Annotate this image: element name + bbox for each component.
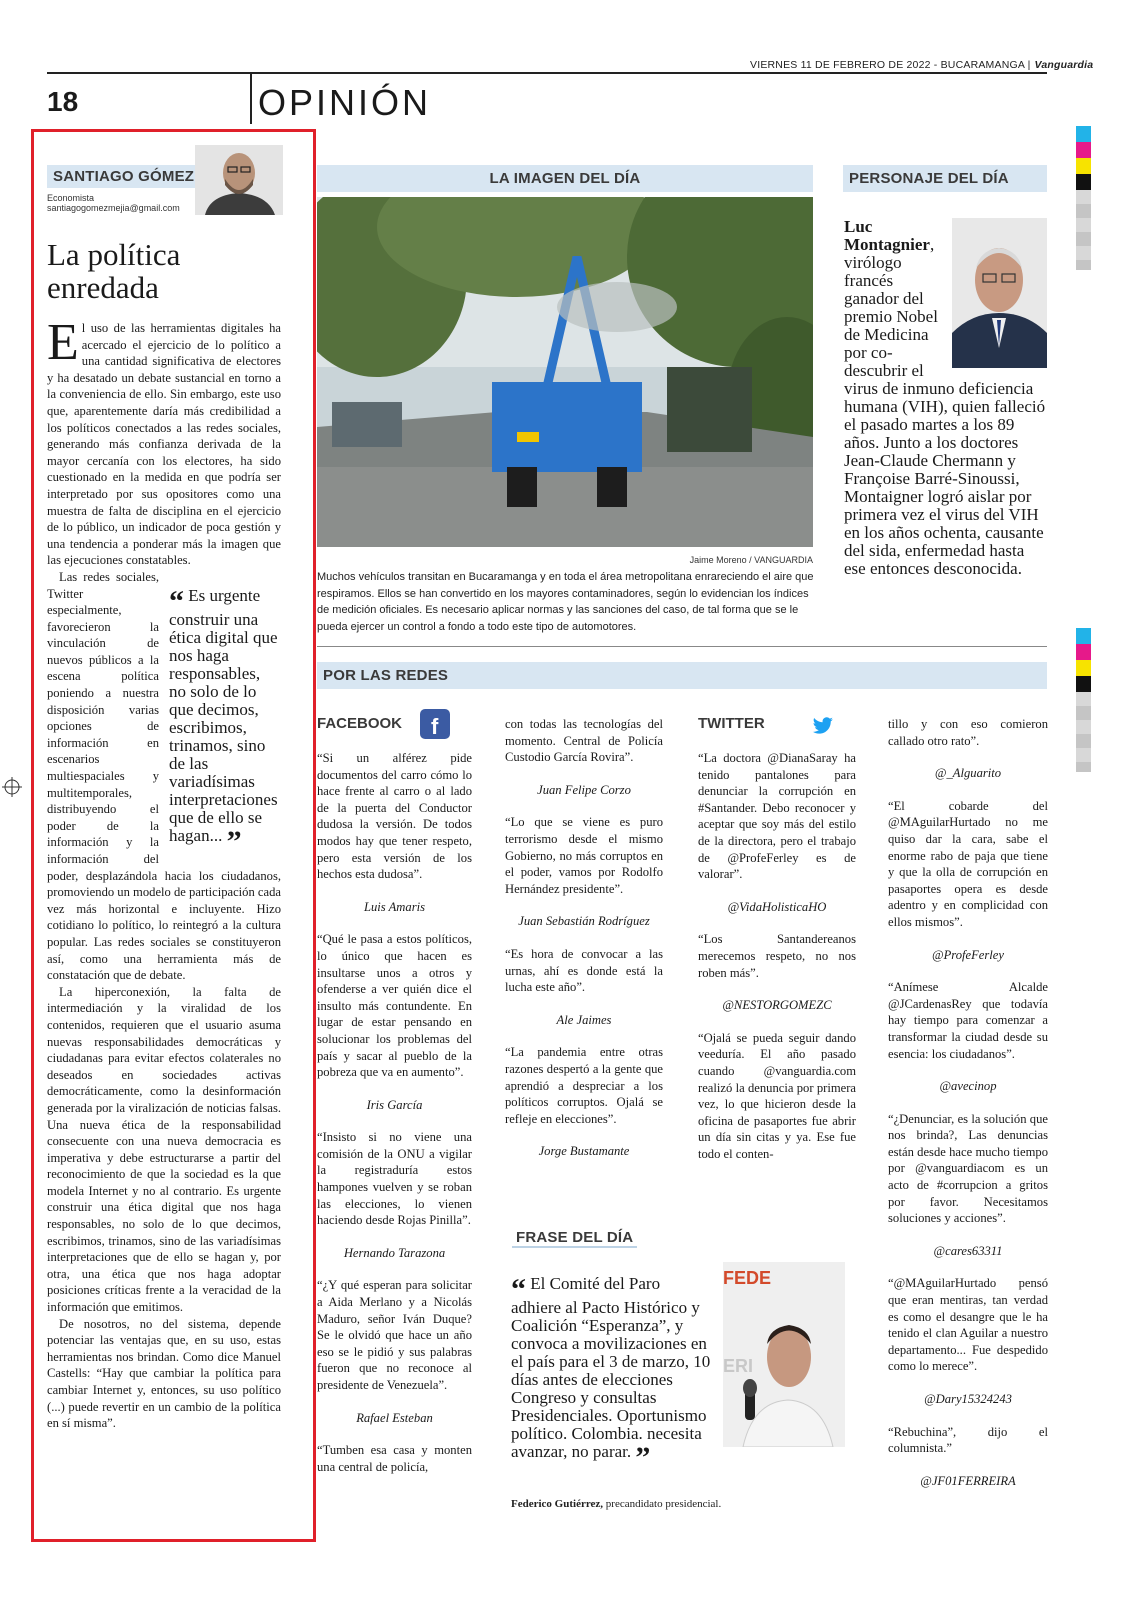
column-paragraph: La hiperconexión, la falta de intermediación y la viralidad de los contenidos, requieren que el usuario asuma nuevas responsabilidades democráticas y ciudadanas para evitar efectos colaterales no deseados en sociedades activas democráticamente, como la desinformación generada por la viralización de noticias falsas. Una nueva ética de la responsabilidad consecuente con una nueva democracia es imperativa y debe estructurarse a partir del reconocimiento de que la sociedad es la que modela Internet y no al contrario. Es urgente construir una ética digital que nos haga responsables, no solo de lo que decimos, escribimos, trinamos, sino de las variadísimas interpretaciones que de ello se hagan y, por otra, una ética que nos haga adoptar posiciones críticas frente a la veracidad de la información que emitimos.: [47, 984, 281, 1315]
social-comment: “Si un alférez pide documentos del carro cómo lo hace frente al carro o al lado de la puerta del Conductor dudosa la versión. De todos modos hay que tener respeto, pero esta versión de los hechos esta dudosa”.: [317, 751, 472, 882]
character-description: , virólogo francés ganador del premio Nobel de Medicina por co-descubrir el virus de inmuno deficiencia humana (VIH), quien falleció el pasado martes a los 89 años. Junto a los doctores Jean-Claude Chermann y Françoise Barré-Sinoussi, Montaigner logró aislar por primera vez el virus del VIH en los años ochenta, causante del sida, enfermedad hasta ese entonces desconocida.: [844, 235, 1046, 578]
author-photo: [195, 145, 283, 215]
social-author: Jorge Bustamante: [538, 1144, 630, 1159]
social-author: Luis Amaris: [363, 899, 425, 914]
section-divider: [250, 74, 252, 124]
social-column-4: [888, 716, 1048, 1505]
social-comment: “¿Y qué esperan para solicitar a Aida Merlano y a Nicolás Maduro, señor Iván Duque? Se le olvidó que hace un año eso se le pidió y sus palabras fueron que no reconoce al presidente de Venezuela”.: [317, 1278, 472, 1392]
social-author: Juan Felipe Corzo: [537, 782, 631, 797]
social-author: @ProfeFerley: [932, 947, 1004, 962]
quote-author-role: precandidato presidencial.: [603, 1498, 722, 1510]
svg-text:ERI: ERI: [723, 1356, 754, 1376]
column-paragraph: Las redes sociales, Twitter especialmente, favorecieron la vinculación de nuevos públicos a la escena política poniendo a nuestra disposición varias opciones de información en escenarios multiespaciales y multitemporales, distribuyendo el poder de la información y la información del poder, desplazándola hacia los ciudadanos, promoviendo un modelo de participación cada vez más horizontal e incluyente. Hizo cotidiano lo político, lo reintegró a la cultura popular. Las redes sociales se constituyeron así, como una herramienta más de constatación que de debate.: [47, 569, 281, 983]
grey-scale-bar: [1076, 190, 1091, 270]
character-of-day-tag: PERSONAJE DEL DÍA: [843, 165, 1047, 192]
character-text: [844, 218, 1047, 578]
author-email: santiagogomezmejia@gmail.com: [47, 203, 180, 213]
social-comment: “Qué le pasa a estos políticos, lo único que hacen es insultarse unos a otros y ofenderse a ver quién dice el insulto más contundente. En lugar de estar pensando en solucionar los problemas del país y sacar al pueblo de la pobreza que va en aumento”.: [317, 932, 472, 1080]
social-comment: “Lo que se viene es puro terrorismo desde el mismo Gobierno, no más corruptos en el poder, vamos por Rodolfo Hernández presidente”.: [505, 815, 663, 896]
twitter-icon: [812, 717, 834, 735]
social-comment: “Los Santandereanos merecemos respeto, no nos roben más”.: [698, 932, 856, 980]
section-rule: [317, 646, 1047, 647]
quote-open-icon: “: [169, 584, 184, 618]
registration-target-icon: [2, 777, 22, 797]
column-headline: [47, 238, 180, 304]
social-column-2: [505, 716, 663, 1176]
character-photo: [952, 218, 1047, 368]
quote-author: [511, 1498, 721, 1510]
social-author: Iris García: [366, 1097, 423, 1112]
photo-credit: Jaime Moreno / VANGUARDIA: [689, 555, 813, 565]
facebook-icon: [420, 709, 450, 739]
column-body: [47, 314, 281, 1520]
color-registration-mark: [1076, 628, 1091, 692]
color-registration-mark: [1076, 126, 1091, 190]
social-author: @cares63311: [933, 1243, 1003, 1258]
social-comment: “Anímese Alcalde @JCardenasRey que todavía hay tiempo para comenzar a transformar la ciudad desde su esencia: los ciudadanos”.: [888, 980, 1048, 1061]
social-comment: “@MAguilarHurtado pensó que eran mentiras, tan verdad es como el desangre que le ha tenido el clan Aguilar a nuestro departamento... Fue despedido como lo merece”.: [888, 1276, 1048, 1374]
social-author: @VidaHolisticaHO: [727, 899, 827, 914]
headline-line-1: La política: [47, 237, 181, 272]
social-comment: “La pandemia entre otras razones despertó a la gente que aprendió a despreciar a los políticos corruptos. Ojalá se refleje en elecciones”.: [505, 1045, 663, 1126]
quote-open-icon: “: [511, 1273, 526, 1306]
social-comment: “Insisto si no viene una comisión de la ONU a vigilar la registraduría estos hampones vuelven y se roban las elecciones, lo vienen haciendo desde Rojas Pinilla”.: [317, 1130, 472, 1228]
social-column-3: [698, 750, 856, 1178]
column-paragraph: De nosotros, no del sistema, depende potenciar las ventajas que, en su uso, estas herramientas nos brindan. Como dice Manuel Castells: “Hay que cambiar la política para cambiar Internet y, entonces, su uso político (...) puede revertir en un cambio de la política en sí misma”.: [47, 1316, 281, 1431]
social-author: @Dary15324243: [924, 1392, 1012, 1406]
social-author: @_Alguarito: [934, 766, 1002, 781]
photo-caption: Muchos vehículos transitan en Bucaramanga y en toda el área metropolitana enrareciendo el aire que respiramos. Ellos se han convertido en los mayores contaminadores, según lo evidencian los índices de medición oficiales. Es necesario aplicar normas y las sanciones del caso, de tal forma que se le pueda ejercer un control a fondo a todo este tipo de automotores.: [317, 571, 814, 633]
dateline-text: VIERNES 11 DE FEBRERO DE 2022 - BUCARAMANGA |: [750, 59, 1031, 71]
social-comment: “¿Denunciar, es la solución que nos brinda?, Las denuncias están desde hace mucho tiempo por @vanguardiacom es un acto de #corrupcion a gritos por favor. Necesitamos soluciones y acciones”.: [888, 1111, 1048, 1226]
brand-logo: Vanguardia: [1034, 59, 1094, 71]
social-comment: “Ojalá se pueda seguir dando veeduría. El año pasado cuando @vanguardia.com realizó la denuncia por primera vez, lo que hicieron desde la oficina de pasaportes fue abrir un día sin citas y ya. Ese fue todo el conten-: [698, 1030, 856, 1161]
twitter-label: TWITTER: [698, 715, 765, 732]
column-paragraph: El uso de las herramientas digitales ha acercado el ejercicio de lo político a una cantidad significativa de electores y ha desatado un debate sustancial en torno a la conveniencia de ello. Sin embargo, este uso que, aparentemente daría más credibilidad a los políticos conectados a las redes sociales, generando más confianza derivada de la mayor cercanía con los electores, ha sido cuestionado en la medida en que podría ser interpretado por sus opositores como una muestra de falta de disciplina en el ejercicio de lo público, un indicador de poca gestión y una tendencia a ponderar más la imagen que las ejecuciones constatables.: [47, 314, 281, 568]
social-comment: “El cobarde del @MAguilarHurtado no me quiso dar la cara, sabe el enorme rabo de paja que tiene y que la olla de corrupción en pasaportes opera es desde adentro y en complicidad con ellos mismos”.: [888, 798, 1048, 929]
quote-author-name: Federico Gutiérrez,: [511, 1498, 604, 1510]
header-rule: [47, 72, 1047, 74]
social-author: @avecinop: [939, 1079, 997, 1094]
drop-cap: E: [47, 314, 79, 371]
social-author: @NESTORGOMEZC: [722, 998, 832, 1013]
social-column-1: [317, 750, 472, 1491]
dateline: [750, 59, 1093, 71]
svg-text:f: f: [431, 714, 439, 739]
social-author: Ale Jaimes: [556, 1012, 612, 1027]
section-title: OPINIÓN: [258, 82, 432, 123]
facebook-label: FACEBOOK: [317, 715, 403, 732]
social-author: Hernando Tarazona: [343, 1245, 446, 1260]
social-author: @JF01FERREIRA: [920, 1473, 1016, 1488]
author-role: [47, 193, 180, 213]
author-title: Economista: [47, 193, 95, 203]
social-tag: POR LAS REDES: [317, 662, 1047, 689]
social-comment: con todas las tecnologías del momento. Central de Policía Custodio García Rovira”.: [505, 717, 663, 765]
author-name: SANTIAGO GÓMEZ: [47, 165, 283, 188]
quote-author-photo: [723, 1262, 845, 1447]
traffic-truck-photo: [317, 197, 813, 547]
grey-scale-bar: [1076, 692, 1091, 772]
pull-quote-text: Es urgente construir una ética digital que nos haga responsables, no solo de lo que decimos, escribimos, trinamos, sino de las variadísimas interpretaciones que de ello se hagan...: [169, 585, 278, 845]
social-comment: “Es hora de convocar a las urnas, ahí es donde está la lucha este año”.: [505, 946, 663, 995]
social-comment: tillo y con eso comieron callado otro rato”.: [888, 717, 1048, 748]
quote-close-icon: ”: [635, 1441, 651, 1474]
image-of-day-tag: LA IMAGEN DEL DÍA: [317, 165, 813, 192]
pull-quote: [169, 584, 281, 858]
character-name: Luc Montagnier: [844, 217, 930, 254]
quote-of-day: [511, 1273, 711, 1474]
quote-of-day-text: El Comité del Paro adhiere al Pacto Histórico y Coalición “Esperanza”, y convoca a movilizaciones en el país para el 3 de marzo, 10 días antes de elecciones Congreso y consultas Presidenciales. Oportunismo político. Colombia. necesita avanzar, no parar.: [511, 1274, 711, 1461]
headline-line-2: enredada: [47, 270, 159, 305]
social-comment: “Rebuchina”, dijo el columnista.”: [888, 1424, 1048, 1456]
quote-of-day-tag: FRASE DEL DÍA: [512, 1229, 637, 1251]
quote-close-icon: ”: [226, 824, 242, 858]
page-number: 18: [47, 86, 79, 117]
social-comment: “Tumben esa casa y monten una central de policía,: [317, 1443, 472, 1474]
svg-text:FEDE: FEDE: [723, 1268, 772, 1288]
social-author: Rafael Esteban: [356, 1410, 433, 1425]
social-comment: “La doctora @DianaSaray ha tenido pantalones para denunciar la corrupción en #Santander. Debo reconocer y aceptar que soy más del estilo de la directora, pero el trabajo de @ProfeFerley es de valorar”.: [698, 751, 856, 882]
social-author: Juan Sebastián Rodríguez: [518, 914, 650, 929]
